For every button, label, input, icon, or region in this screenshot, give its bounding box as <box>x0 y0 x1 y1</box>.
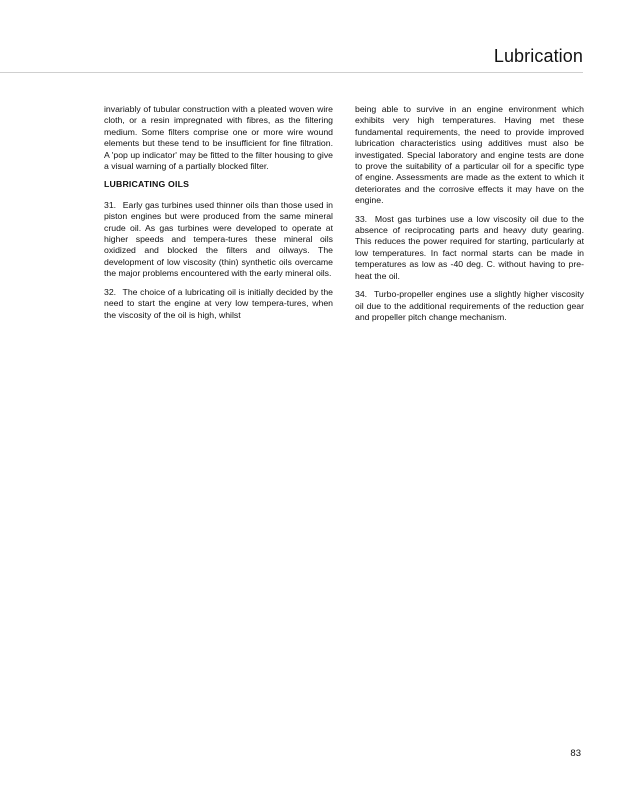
paragraph-31 <box>104 200 333 280</box>
right-column <box>355 104 584 330</box>
running-head-title: Lubrication <box>493 46 583 66</box>
paragraph-number: 32. <box>104 286 117 297</box>
paragraph-34 <box>355 289 584 323</box>
left-column <box>104 104 333 328</box>
page-number: 83 <box>570 748 581 759</box>
continued-paragraph: invariably of tubular construction with a pleated woven wire cloth, or a resin impregnated with fibres, as the filtering medium. Some filters comprise one or more wire wound elements but these tend to be insufficient for fine filtration. A 'pop up indicator' may be fitted to the filter housing to give a visual warning of a partially blocked filter. <box>104 104 333 172</box>
paragraph-32 <box>104 287 333 321</box>
header-rule <box>0 72 583 73</box>
section-heading: LUBRICATING OILS <box>104 179 190 190</box>
paragraph-text: Most gas turbines use a low viscosity oil due to the absence of reciprocating parts and heavy duty gearing. This reduces the power required for starting, particularly at low temperatures. In fact normal starts can be made in temperatures as low as -40 deg. C. without having to pre-heat the oil. <box>355 213 584 281</box>
paragraph-33 <box>355 214 584 282</box>
continued-paragraph: being able to survive in an engine environment which exhibits very high temperatures. Having met these fundamental requirements, the need to provide improved lubrication characteristics using additives must also be investigated. Special laboratory and engine tests are done to prove the suitability of a particular oil for a specific type of engine. Assessments are made as the extent to which it deteriorates and the corrosive effects it may have on the engine. <box>355 104 584 206</box>
paragraph-number: 33. <box>355 213 368 224</box>
paragraph-number: 34. <box>355 289 368 300</box>
paragraph-text: The choice of a lubricating oil is initially decided by the need to start the engine at very low tempera-tures, when the viscosity of the oil is high, whilst <box>104 286 333 320</box>
paragraph-number: 31. <box>104 199 117 210</box>
paragraph-text: Early gas turbines used thinner oils than those used in piston engines but were produced from the same mineral crude oil. As gas turbines were developed to operate at higher speeds and tempera-tures these mineral oils oxidized and blocked the filters and oilways. The development of low viscosity (thin) synthetic oils overcame the major problems encountered with the early mineral oils. <box>104 199 333 279</box>
paragraph-text: Turbo-propeller engines use a slightly higher viscosity oil due to the additional requirements of the reduction gear and propeller pitch change mechanism. <box>355 289 584 322</box>
